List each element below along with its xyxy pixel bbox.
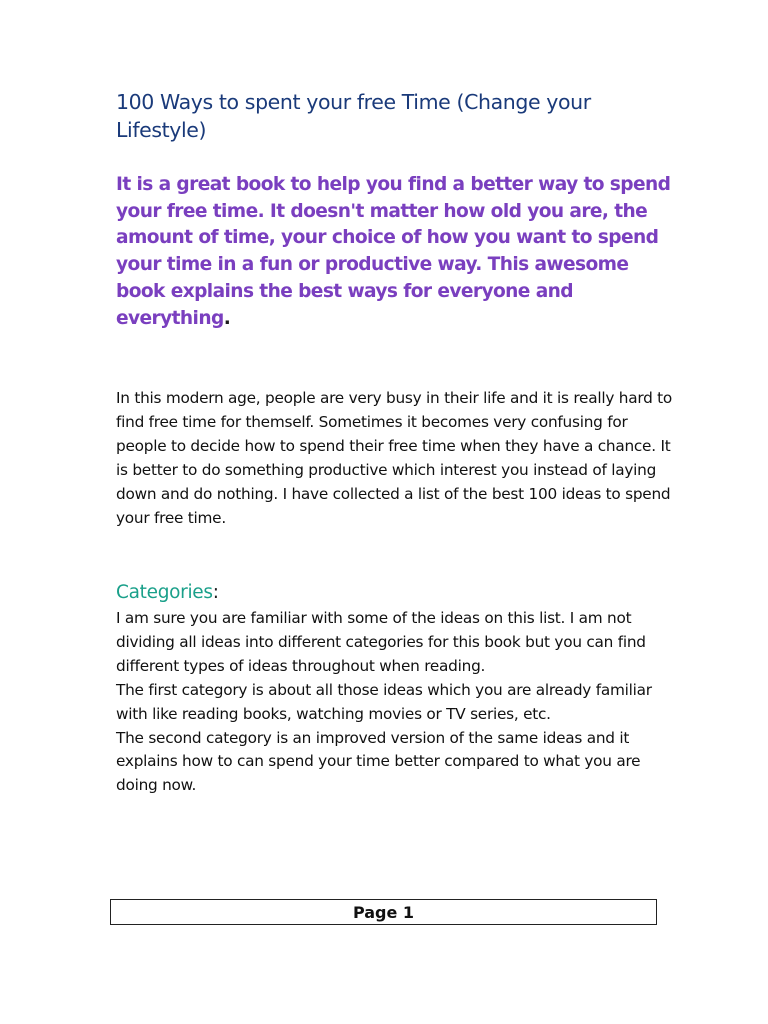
categories-heading (116, 580, 219, 606)
categories-line: I am sure you are familiar with some of the ideas on this list. I am not dividing all ideas into different categories for this book but you can find different types of ideas throughout when reading. (116, 609, 646, 675)
categories-line: The first category is about all those ideas which you are already familiar with like reading books, watching movies or TV series, etc. (116, 680, 652, 723)
page-footer (110, 899, 657, 925)
page-number: Page 1 (352, 902, 415, 922)
body-paragraph: In this modern age, people are very busy in their life and it is really hard to find free time for themself. Sometimes it becomes very confusing for people to decide how to spend their free time when they have a chance. It is better to do something productive which interest you instead of laying down and do nothing. I have collected a list of the best 100 ideas to spend your free time. (116, 389, 673, 527)
categories-heading-text: Categories (116, 582, 213, 603)
categories-heading-colon: : (212, 582, 219, 603)
categories-line: The second category is an improved version of the same ideas and it explains how to can spend your time better compared to what you are doing now. (116, 728, 641, 795)
intro-text: It is a great book to help you find a better way to spend your free time. It doesn't matter how old you are, the amount of time, your choice of how you want to spend your time in a fun or productive way. This awesome book explains the best ways for everyone and everything (116, 174, 671, 329)
document-title: 100 Ways to spent your free Time (Change your Lifestyle) (116, 90, 591, 142)
intro-period: . (223, 307, 231, 329)
intro-paragraph (116, 172, 676, 332)
categories-section (116, 607, 676, 798)
